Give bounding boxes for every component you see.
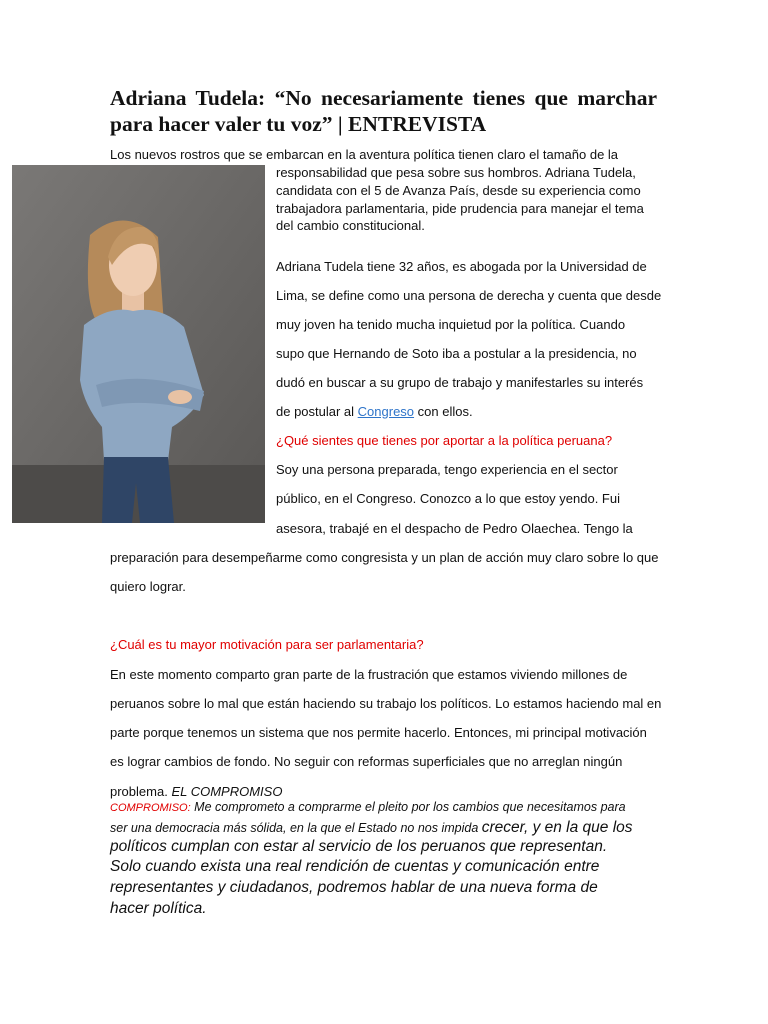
answer-line: quiero lograr. — [110, 579, 186, 594]
answer-line: En este momento comparto gran parte de la frustración que estamos viviendo millones de — [110, 667, 628, 682]
question-heading: ¿Cuál es tu mayor motivación para ser parlamentaria? — [110, 637, 424, 652]
congreso-link[interactable]: Congreso — [357, 404, 415, 419]
answer-line: Soy una persona preparada, tengo experiencia en el sector — [276, 462, 618, 477]
answer-line: peruanos sobre lo mal que están haciendo su trabajo los políticos. Lo estamos haciendo mal en — [110, 696, 662, 711]
compromiso-label: COMPROMISO: — [110, 802, 191, 814]
compromiso-line: representantes y ciudadanos, podremos hablar de una nueva forma de — [110, 879, 598, 896]
bio-text: de postular al — [276, 404, 358, 419]
bio-line: dudó en buscar a su grupo de trabajo y manifestarles su interés — [276, 375, 644, 390]
compromiso-text: Me comprometo a comprarme el pleito por los cambios que necesitamos para — [194, 800, 626, 814]
bio-line: Lima, se define como una persona de derecha y cuenta que desde — [276, 288, 662, 303]
section-label: EL COMPROMISO — [171, 784, 283, 799]
compromiso-line: hacer política. — [110, 900, 207, 917]
lead-line: del cambio constitucional. — [276, 218, 425, 233]
bio-line: Adriana Tudela tiene 32 años, es abogada por la Universidad de — [276, 259, 647, 274]
answer-line: parte porque tenemos un sistema que nos permite hacerlo. Entonces, mi principal motivación — [110, 725, 647, 740]
bio-line — [276, 404, 473, 419]
bio-line: muy joven ha tenido mucha inquietud por la política. Cuando — [276, 317, 626, 332]
compromiso-line — [110, 819, 633, 837]
lead-line: trabajadora parlamentaria, pide prudencia para manejar el tema — [276, 201, 644, 216]
lead-line: Los nuevos rostros que se embarcan en la aventura política tienen claro el tamaño de la — [110, 147, 619, 162]
answer-line: es lograr cambios de fondo. No seguir con reformas superficiales que no arreglan ningún — [110, 754, 623, 769]
bio-line: supo que Hernando de Soto iba a postular a la presidencia, no — [276, 346, 637, 361]
bio-text: con ellos. — [414, 404, 473, 419]
compromiso-line — [110, 800, 626, 814]
answer-text: problema. — [110, 784, 168, 799]
answer-line — [110, 784, 282, 799]
answer-line: asesora, trabajé en el despacho de Pedro Olaechea. Tengo la — [276, 521, 633, 536]
portrait-photo — [12, 165, 265, 523]
compromiso-line: políticos cumplan con estar al servicio de los peruanos que representan. — [110, 838, 608, 855]
question-heading: ¿Qué sientes que tienes por aportar a la política peruana? — [276, 433, 613, 448]
lead-line: candidata con el 5 de Avanza País, desde su experiencia como — [276, 183, 641, 198]
compromiso-text-large: crecer, y en la que los — [481, 819, 633, 836]
answer-line: preparación para desempeñarme como congresista y un plan de acción muy claro sobre lo que — [110, 550, 659, 565]
article-title: Adriana Tudela: “No necesariamente tienes que marchar para hacer valer tu voz” | ENTREVISTA — [110, 86, 657, 136]
compromiso-line: Solo cuando exista una real rendición de cuentas y comunicación entre — [110, 858, 600, 875]
lead-line: responsabilidad que pesa sobre sus hombros. Adriana Tudela, — [276, 165, 636, 180]
compromiso-text: ser una democracia más sólida, en la que el Estado no nos impida — [110, 821, 482, 835]
portrait-illustration — [12, 165, 265, 523]
answer-line: público, en el Congreso. Conozco a lo que estoy yendo. Fui — [276, 491, 620, 506]
